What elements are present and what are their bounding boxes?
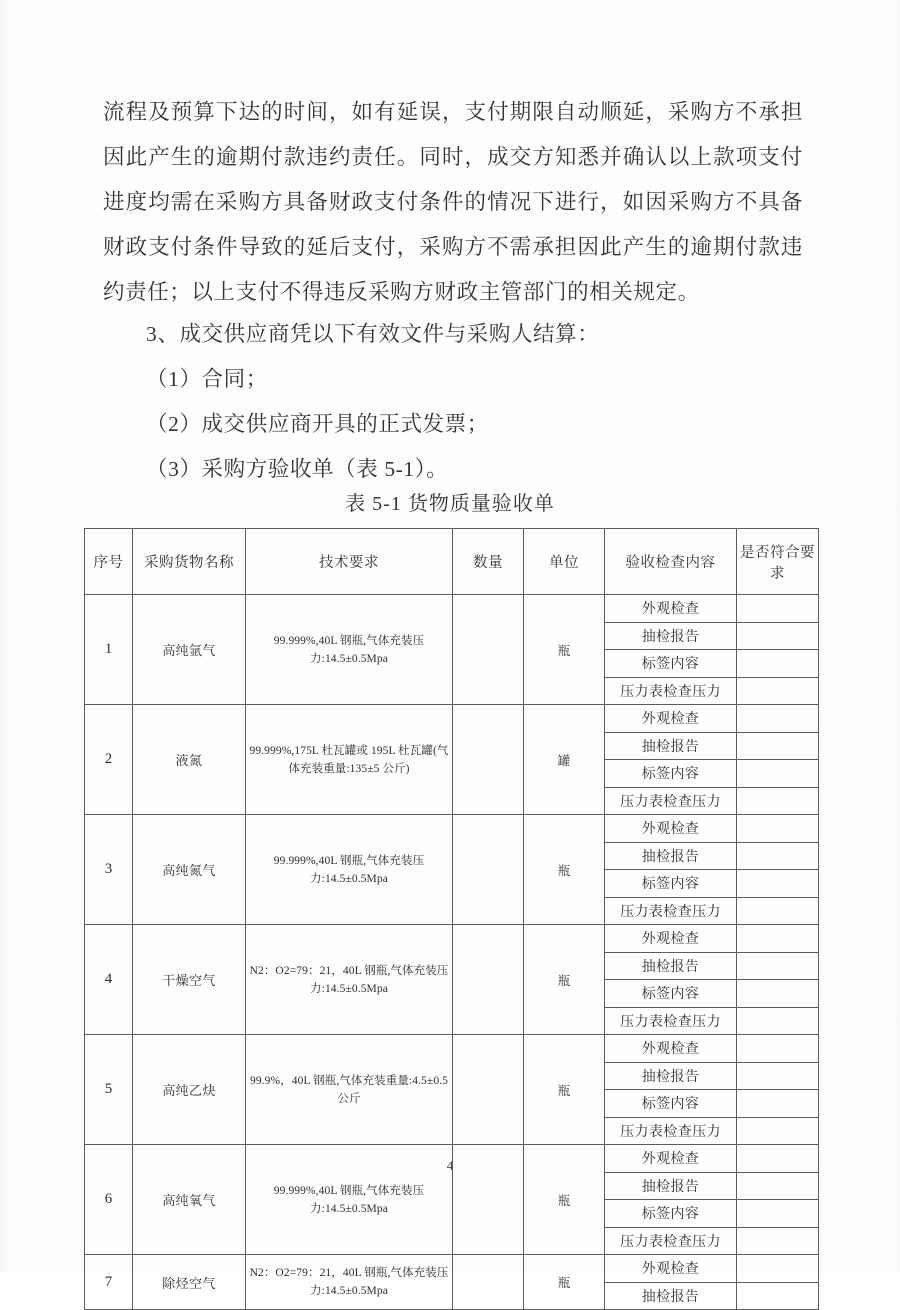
cell-conformity[interactable] [737,1255,819,1283]
table-head [85,529,819,595]
cell-conformity[interactable] [737,1062,819,1090]
scan-edge-right [893,0,900,1272]
cell-conformity[interactable] [737,1090,819,1118]
cell-tech-spec: N2：O2=79：21，40L 钢瓶,气体充装压力:14.5±0.5Mpa [246,925,453,1035]
list-item-acceptance-form: （3）采购方验收单（表 5-1）。 [146,457,449,481]
cell-check-item: 标签内容 [605,870,737,898]
cell-check-item: 标签内容 [605,980,737,1008]
cell-tech-spec: 99.999%,40L 钢瓶,气体充装压力:14.5±0.5Mpa [246,595,453,705]
cell-conformity[interactable] [737,1282,819,1310]
cell-goods-name: 干燥空气 [133,925,246,1035]
list-item-contract: （1）合同； [146,367,268,391]
cell-conformity[interactable] [737,870,819,898]
cell-conformity[interactable] [737,1035,819,1063]
cell-unit: 瓶 [524,1255,605,1310]
scan-edge-left [0,0,9,1272]
cell-conformity[interactable] [737,705,819,733]
cell-serial-no: 3 [85,815,133,925]
cell-check-item: 外观检查 [605,1255,737,1283]
cell-conformity[interactable] [737,925,819,953]
cell-check-item: 压力表检查压力 [605,787,737,815]
cell-check-item: 抽检报告 [605,842,737,870]
cell-check-item: 抽检报告 [605,1172,737,1200]
cell-unit: 瓶 [524,815,605,925]
cell-tech-spec: 99.999%,175L 杜瓦罐或 195L 杜瓦罐(气体充装重量:135±5 公斤) [246,705,453,815]
cell-unit: 罐 [524,705,605,815]
cell-conformity[interactable] [737,732,819,760]
cell-check-item: 标签内容 [605,1200,737,1228]
cell-conformity[interactable] [737,897,819,925]
cell-conformity[interactable] [737,760,819,788]
cell-check-item: 压力表检查压力 [605,1117,737,1145]
cell-check-item: 外观检查 [605,1145,737,1173]
cell-goods-name: 液氮 [133,705,246,815]
cell-conformity[interactable] [737,1172,819,1200]
cell-check-item: 抽检报告 [605,1282,737,1310]
cell-unit: 瓶 [524,1035,605,1145]
cell-conformity[interactable] [737,1007,819,1035]
table-row [85,815,819,843]
cell-check-item: 抽检报告 [605,952,737,980]
header-unit: 单位 [524,529,605,595]
cell-check-item: 外观检查 [605,595,737,623]
cell-serial-no: 2 [85,705,133,815]
table-body [85,595,819,1310]
header-tech-spec: 技术要求 [246,529,453,595]
header-check-items: 验收检查内容 [605,529,737,595]
cell-conformity[interactable] [737,815,819,843]
header-serial-no: 序号 [85,529,133,595]
cell-check-item: 压力表检查压力 [605,1227,737,1255]
cell-serial-no: 1 [85,595,133,705]
cell-unit: 瓶 [524,925,605,1035]
cell-check-item: 标签内容 [605,760,737,788]
table-row [85,1255,819,1283]
table-row [85,1035,819,1063]
cell-goods-name: 除烃空气 [133,1255,246,1310]
list-item-heading: 3、成交供应商凭以下有效文件与采购人结算： [146,322,600,346]
cell-check-item: 标签内容 [605,1090,737,1118]
cell-conformity[interactable] [737,622,819,650]
cell-tech-spec: 99.999%,40L 钢瓶,气体充装压力:14.5±0.5Mpa [246,1145,453,1255]
cell-goods-name: 高纯氧气 [133,1145,246,1255]
cell-serial-no: 5 [85,1035,133,1145]
cell-conformity[interactable] [737,842,819,870]
cell-goods-name: 高纯乙炔 [133,1035,246,1145]
cell-conformity[interactable] [737,1117,819,1145]
settlement-list-block [103,312,803,492]
body-paragraph: 流程及预算下达的时间，如有延误，支付期限自动顺延，采购方不承担因此产生的逾期付款违约责任。同时，成交方知悉并确认以上款项支付进度均需在采购方具备财政支付条件的情况下进行，如因采购方不具备财政支付条件导致的延后支付，采购方不需承担因此产生的逾期付款违约责任；以上支付不得违反采购方财政主管部门的相关规定。 [103,100,803,304]
cell-check-item: 外观检查 [605,705,737,733]
cell-serial-no: 4 [85,925,133,1035]
cell-tech-spec: 99.999%,40L 钢瓶,气体充装压力:14.5±0.5Mpa [246,815,453,925]
cell-conformity[interactable] [737,952,819,980]
cell-check-item: 压力表检查压力 [605,897,737,925]
cell-quantity[interactable] [453,1035,524,1145]
cell-tech-spec: N2：O2=79：21，40L 钢瓶,气体充装压力:14.5±0.5Mpa [246,1255,453,1310]
cell-goods-name: 高纯氩气 [133,595,246,705]
body-paragraph-block [103,90,803,315]
table-caption: 表 5-1 货物质量验收单 [345,493,555,515]
header-quantity: 数量 [453,529,524,595]
cell-check-item: 标签内容 [605,650,737,678]
cell-conformity[interactable] [737,980,819,1008]
cell-quantity[interactable] [453,595,524,705]
cell-quantity[interactable] [453,705,524,815]
cell-goods-name: 高纯氮气 [133,815,246,925]
cell-quantity[interactable] [453,925,524,1035]
cell-conformity[interactable] [737,1200,819,1228]
cell-unit: 瓶 [524,595,605,705]
header-conformity: 是否符合要求 [737,529,819,595]
cell-check-item: 外观检查 [605,925,737,953]
cell-check-item: 压力表检查压力 [605,677,737,705]
header-goods-name: 采购货物名称 [133,529,246,595]
cell-conformity[interactable] [737,1227,819,1255]
cell-quantity[interactable] [453,1255,524,1310]
list-item-invoice: （2）成交供应商开具的正式发票； [146,412,489,436]
goods-quality-acceptance-table [84,528,819,1310]
cell-check-item: 抽检报告 [605,622,737,650]
cell-check-item: 抽检报告 [605,732,737,760]
cell-check-item: 压力表检查压力 [605,1007,737,1035]
page-number: 4 [446,1158,454,1173]
table-row [85,595,819,623]
cell-conformity[interactable] [737,595,819,623]
cell-serial-no: 7 [85,1255,133,1310]
cell-check-item: 抽检报告 [605,1062,737,1090]
cell-quantity[interactable] [453,815,524,925]
cell-check-item: 外观检查 [605,1035,737,1063]
cell-check-item: 外观检查 [605,815,737,843]
cell-unit: 瓶 [524,1145,605,1255]
cell-serial-no: 6 [85,1145,133,1255]
cell-conformity[interactable] [737,677,819,705]
cell-conformity[interactable] [737,787,819,815]
table-row [85,925,819,953]
table-header-row [85,529,819,595]
table-row [85,705,819,733]
cell-conformity[interactable] [737,650,819,678]
cell-tech-spec: 99.9%，40L 钢瓶,气体充装重量:4.5±0.5 公斤 [246,1035,453,1145]
